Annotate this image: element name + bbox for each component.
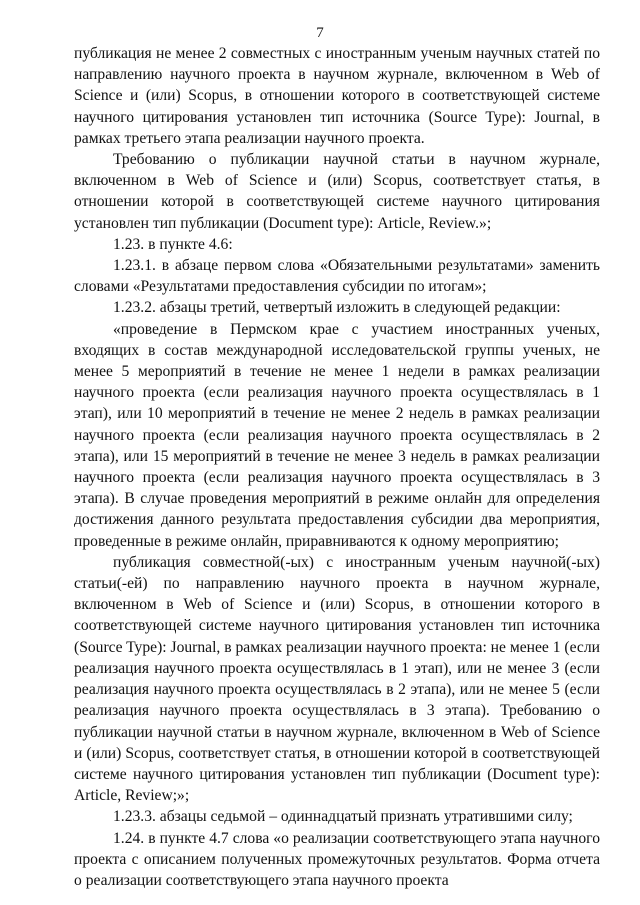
paragraph: 1.23.1. в абзаце первом слова «Обязательными результатами» заменить словами «Результатами предоставления субсидии по итогам»; <box>74 257 600 296</box>
paragraph: «проведение в Пермском крае с участием иностранных ученых, входящих в состав международной исследовательской группы ученых, не менее 5 мероприятий в течение не менее 1 недели в рамках реализации научного проекта (если реализация научного проекта осуществлялась в 1 этап), или 10 мероприятий в течение не менее 2 недель в рамках реализации научного проекта (если реализация научного проекта осуществлялась в 2 этапа), или 15 мероприятий в течение не менее 3 недель в рамках реализации научного проекта (если реализация научного проекта осуществлялась в 3 этапа). В случае проведения мероприятий в режиме онлайн для определения достижения данного результата предоставления субсидии два мероприятия, проведенные в режиме онлайн, приравниваются к одному мероприятию; <box>74 320 600 550</box>
paragraph: 1.24. в пункте 4.7 слова «о реализации соответствующего этапа научного проекта с описанием полученных промежуточных результатов. Форма отчета о реализации соответствующего этапа научного проекта <box>74 829 600 889</box>
paragraph: 1.23.3. абзацы седьмой – одиннадцатый признать утратившими силу; <box>113 808 573 826</box>
paragraph: публикация не менее 2 совместных с иностранным ученым научных статей по направлению научного проекта в научном журнале, включенном в Web of Science и (или) Scopus, в отношении которого в соответствующей системе научного цитирования установлен тип источника (Source Type): Journal, в рамках третьего этапа реализации научного проекта. <box>74 45 600 147</box>
paragraph: 1.23.2. абзацы третий, четвертый изложить в следующей редакции: <box>113 299 561 317</box>
paragraph: публикация совместной(-ых) с иностранным ученым научной(-ых) статьи(-ей) по направлению научного проекта в научном журнале, включенном в Web of Science и (или) Scopus, в отношении которого в соответствующей системе научного цитирования установлен тип источника (Source Type): Journal, в рамках реализации научного проекта: не менее 1 (если реализация научного проекта осуществлялась в 1 этап), или не менее 3 (если реализация научного проекта осуществлялась в 2 этапа), или не менее 5 (если реализация научного проекта осуществлялась в 3 этапа). Требованию о публикации научной статьи в научном журнале, включенном в Web of Science и (или) Scopus, соответствует статья, в отношении которой в соответствующей системе научного цитирования установлен тип публикации (Document type): Article, Review;»; <box>74 553 600 805</box>
paragraph: Требованию о публикации научной статьи в научном журнале, включенном в Web of Science и (или) Scopus, соответствует статья, в отношении которой в соответствующей системе научного цитирования установлен тип публикации (Document type): Article, Review.»; <box>74 151 600 232</box>
page-number: 7 <box>316 25 324 41</box>
paragraph: 1.23. в пункте 4.6: <box>113 235 233 253</box>
document-body <box>74 43 600 891</box>
